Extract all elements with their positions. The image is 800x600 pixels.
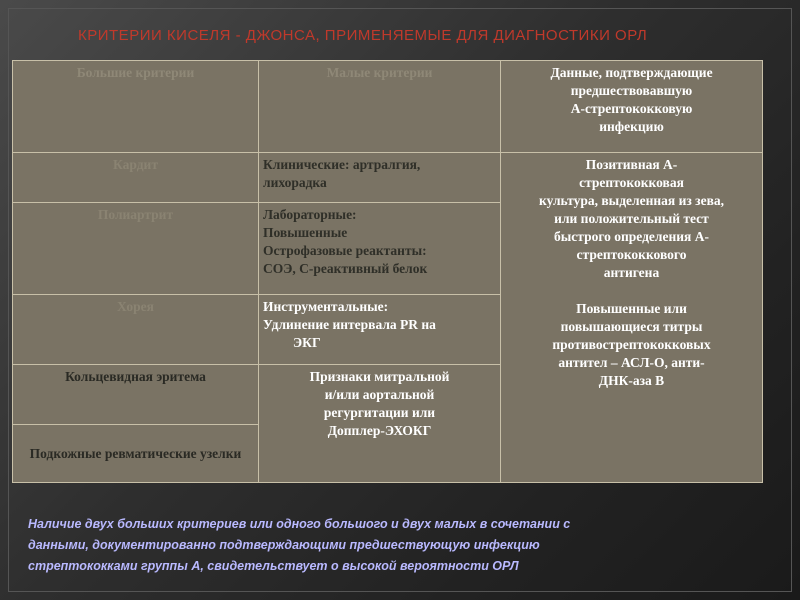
major-criterion-polyarthritis: Полиартрит [13, 203, 259, 295]
footnote [28, 514, 748, 577]
slide-title: КРИТЕРИИ КИСЕЛЯ - ДЖОНСА, ПРИМЕНЯЕМЫЕ ДЛЯ ДИАГНОСТИКИ ОРЛ [78, 27, 648, 44]
major-criterion-erythema: Кольцевидная эритема [13, 365, 259, 425]
evidence-line: ДНК-аза В [598, 373, 665, 388]
footnote-line: данными, документированно подтверждающими предшествующую инфекцию [28, 538, 540, 552]
evidence-cell [501, 153, 763, 483]
table-header-row [13, 61, 763, 153]
header-evidence-line: инфекцию [599, 119, 664, 134]
evidence-line: Повышенные или [576, 301, 687, 316]
minor-line: Острофазовые реактанты: [263, 243, 427, 258]
minor-line: Признаки митральной [309, 369, 450, 384]
header-minor: Малые критерии [259, 61, 501, 153]
evidence-spacer [505, 282, 758, 300]
evidence-line: антител – АСЛ-О, анти- [558, 355, 705, 370]
header-evidence [501, 61, 763, 153]
table-row [13, 153, 763, 203]
evidence-line: культура, выделенная из зева, [538, 193, 725, 208]
minor-line: Лабораторные: [263, 207, 357, 222]
evidence-line: стрептококкового [576, 247, 687, 262]
evidence-line: Позитивная А- [585, 157, 678, 172]
evidence-line: быстрого определения А- [554, 229, 709, 244]
evidence-line: стрептококковая [579, 175, 684, 190]
minor-line: регургитации или [323, 405, 436, 420]
minor-line: Допплер-ЭХОКГ [327, 423, 432, 438]
header-major: Большие критерии [13, 61, 259, 153]
minor-line: СОЭ, С-реактивный белок [263, 261, 428, 276]
evidence-line: антигена [603, 265, 660, 280]
minor-line: и/или аортальной [324, 387, 435, 402]
minor-laboratory [259, 203, 501, 295]
header-evidence-line: предшествовавшую [570, 83, 693, 98]
minor-line: Инструментальные: [263, 299, 389, 314]
minor-line: Повышенные [263, 225, 348, 240]
evidence-line: или положительный тест [554, 211, 709, 226]
major-criterion-nodules: Подкожные ревматические узелки [13, 425, 259, 483]
footnote-line: стрептококками группы А, свидетельствует о высокой вероятности ОРЛ [28, 559, 519, 573]
minor-line: лихорадка [263, 175, 327, 190]
minor-clinical [259, 153, 501, 203]
header-evidence-line: Данные, подтверждающие [550, 65, 713, 80]
minor-line: Клинические: артралгия, [263, 157, 421, 172]
minor-echo [259, 365, 501, 483]
criteria-table [12, 60, 763, 483]
minor-instrumental [259, 295, 501, 365]
major-criterion-chorea: Хорея [13, 295, 259, 365]
footnote-line: Наличие двух больших критериев или одного большого и двух малых в сочетании с [28, 517, 571, 531]
evidence-line: противострептококковых [552, 337, 711, 352]
evidence-line: повышающиеся титры [560, 319, 703, 334]
header-evidence-line: А-стрептококковую [570, 101, 693, 116]
major-criterion-carditis: Кардит [13, 153, 259, 203]
minor-line: ЭКГ [293, 335, 321, 350]
minor-line: Удлинение интервала PR на [263, 317, 436, 332]
